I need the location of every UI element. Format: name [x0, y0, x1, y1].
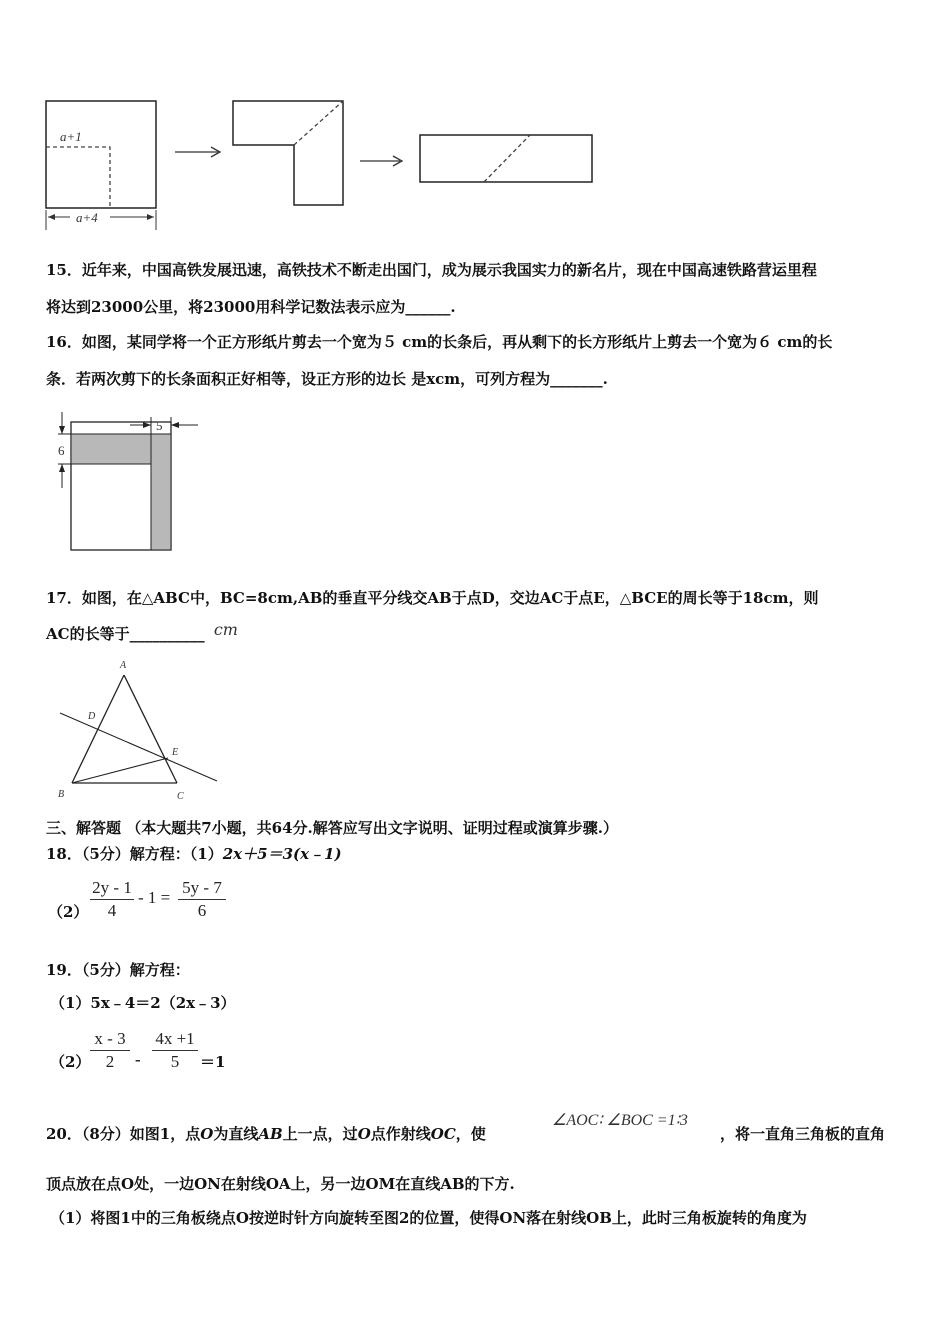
q19-fraction-1 [90, 1028, 130, 1073]
q18-eq1: 2x＋5＝3(x﹣1) [222, 845, 342, 863]
q18-frac1-num: 2y - 1 [90, 877, 134, 900]
q18-frac2-den: 6 [197, 901, 207, 920]
q18-frac2-num: 5y - 7 [178, 877, 226, 900]
q18-prefix: 18．（5分）解方程：（1） [46, 845, 223, 863]
q17-line2-text: AC的长等于__________ [46, 625, 205, 643]
strip-6 [71, 434, 151, 464]
q20-line3: （1）将图1中的三角板绕点O按逆时针方向旋转至图2的位置，使得ON落在射线OB上，此时三角板旋转的角度为 [50, 1209, 807, 1227]
q19-minus: - [135, 1050, 141, 1069]
q19-equals-one: ＝1 [200, 1053, 226, 1071]
q18-part2-label: （2） [48, 903, 89, 921]
q17-unit: cm [213, 620, 238, 639]
q20-line1 [46, 1124, 486, 1144]
q18-line1 [46, 844, 342, 864]
q18-fraction-2 [178, 877, 226, 922]
strip-5 [151, 434, 171, 550]
q19-frac2-num: 4x +1 [152, 1028, 198, 1051]
q19-part2-label: （2） [50, 1053, 91, 1071]
cut-dashed-line [46, 147, 110, 208]
q14-figure [40, 95, 600, 235]
q20-t5: ，将一直角三角板的直角 [720, 1125, 886, 1143]
q17-triangle-figure [52, 655, 227, 805]
q17-line1: 17．如图，在△ABC中，BC=8cm,AB的垂直平分线交AB于点D，交边AC于点E，△BCE的周长等于18cm，则 [46, 589, 819, 607]
q19-frac1-num: x - 3 [90, 1028, 130, 1051]
point-B: B [58, 789, 65, 800]
q19-line1: 19．（5分）解方程： [46, 961, 190, 979]
q20-prefix: 20．（8分）如图1，点 [46, 1125, 201, 1143]
q18-fraction-1 [90, 877, 134, 922]
q20-t3: 点作射线 [370, 1125, 431, 1143]
point-D: D [88, 711, 96, 722]
long-rectangle [420, 135, 592, 182]
q20-AB: AB [258, 1125, 283, 1143]
q16-line2: 条．若两次剪下的长条面积正好相等，设正方形的边长 是xcm，可列方程为_______. [46, 370, 608, 388]
q19-frac2-den: 5 [170, 1052, 180, 1071]
point-A: A [120, 660, 127, 671]
section3-title: 三、解答题 （本大题共7小题，共64分.解答应写出文字说明、证明过程或演算步骤.） [46, 819, 618, 837]
point-C: C [177, 791, 184, 802]
q15-line2: 将达到23000公里，将23000用科学记数法表示应为______. [46, 298, 456, 316]
q18-frac1-den: 4 [107, 901, 117, 920]
q16-line1: 16．如图，某同学将一个正方形纸片剪去一个宽为５ cm的长条后，再从剩下的长方形纸片上剪去一个宽为６ cm的长 [46, 333, 833, 351]
point-E: E [172, 747, 179, 758]
label-a-plus-4: a+4 [76, 210, 98, 225]
q16-figure [48, 412, 208, 557]
label-6: 6 [58, 443, 65, 458]
q20-point-O: O [200, 1125, 214, 1143]
q15-line1: 15．近年来，中国高铁发展迅速，高铁技术不断走出国门，成为展示我国实力的新名片，现在中国高速铁路营运里程 [46, 261, 817, 279]
q19-frac1-den: 2 [105, 1052, 115, 1071]
q20-t2: 上一点，过 [282, 1125, 358, 1143]
label-5: 5 [156, 418, 163, 433]
q20-t4: ，使 [455, 1125, 486, 1143]
perpendicular-bisector [60, 713, 217, 781]
q20-OC: OC [430, 1125, 456, 1143]
q17-line2 [46, 620, 238, 644]
q20-t1: 为直线 [213, 1125, 259, 1143]
square-paper [46, 101, 156, 208]
q19-fraction-2 [152, 1028, 198, 1073]
q20-line2: 顶点放在点O处，一边ON在射线OA上，另一边OM在直线AB的下方. [46, 1175, 515, 1193]
label-a-plus-1: a+1 [60, 129, 82, 144]
q20-point-O-2: O [357, 1125, 371, 1143]
q20-ratio: ∠AOC∶ ∠BOC =1∶3 [552, 1112, 688, 1129]
q19-part1: （1）5x﹣4＝2（2x﹣3） [50, 994, 236, 1012]
q18-minus-one: - 1 = [138, 888, 171, 907]
